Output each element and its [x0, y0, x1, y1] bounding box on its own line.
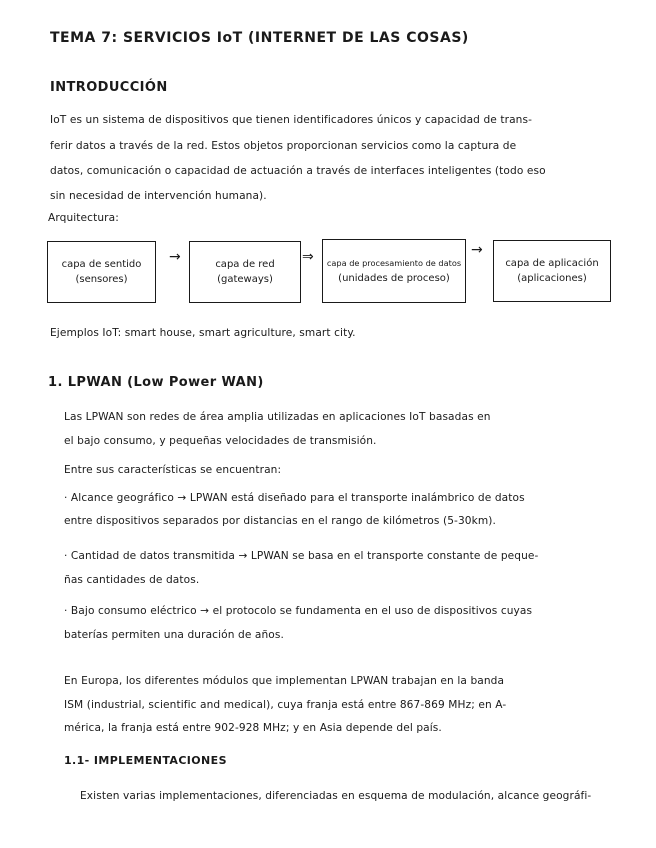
box-line-2: (gateways)	[217, 274, 273, 285]
intro-line-4: sin necesidad de intervención humana).	[50, 190, 267, 202]
box-line-2: (aplicaciones)	[517, 273, 587, 284]
box-line-1: capa de red	[215, 259, 275, 270]
examples-line: Ejemplos IoT: smart house, smart agriculture, smart city.	[50, 327, 356, 339]
box-line-1: capa de aplicación	[505, 258, 599, 269]
architecture-box-network	[189, 241, 301, 303]
arrow-icon: →	[169, 249, 181, 265]
lpwan-intro-line-2: el bajo consumo, y pequeñas velocidades de transmisión.	[64, 435, 377, 447]
double-arrow-icon: ⇒	[302, 249, 314, 265]
bullet-1-line-1: · Alcance geográfico → LPWAN está diseñado para el transporte inalámbrico de datos	[64, 492, 525, 504]
architecture-label: Arquitectura:	[48, 212, 119, 224]
bullet-3-line-2: baterías permiten una duración de años.	[64, 629, 284, 641]
box-line-2: (sensores)	[75, 274, 128, 285]
characteristics-intro: Entre sus características se encuentran:	[64, 464, 282, 476]
bullet-1-line-2: entre dispositivos separados por distancias en el rango de kilómetros (5-30km).	[64, 515, 496, 527]
implementations-line: Existen varias implementaciones, diferenciadas en esquema de modulación, alcance geográfi-	[80, 790, 592, 802]
bullet-2-line-1: · Cantidad de datos transmitida → LPWAN se basa en el transporte constante de peque-	[64, 550, 539, 562]
architecture-box-application	[493, 240, 611, 302]
box-line-1: capa de sentido	[61, 259, 142, 270]
europe-line-3: mérica, la franja está entre 902-928 MHz; y en Asia depende del país.	[64, 722, 442, 734]
europe-line-1: En Europa, los diferentes módulos que implementan LPWAN trabajan en la banda	[64, 675, 505, 687]
section-1-1-heading: 1.1- IMPLEMENTACIONES	[64, 754, 227, 767]
bullet-2-line-2: ñas cantidades de datos.	[64, 574, 200, 586]
intro-line-3: datos, comunicación o capacidad de actuación a través de interfaces inteligentes (todo eso	[50, 165, 546, 177]
lpwan-intro-line-1: Las LPWAN son redes de área amplia utilizadas en aplicaciones IoT basadas en	[64, 411, 491, 423]
section-1-heading: 1. LPWAN (Low Power WAN)	[48, 375, 264, 390]
architecture-box-processing	[322, 239, 466, 303]
page-title: TEMA 7: SERVICIOS IoT (INTERNET DE LAS COSAS)	[50, 30, 469, 46]
architecture-box-sensing	[47, 241, 156, 303]
intro-heading: INTRODUCCIÓN	[50, 80, 168, 95]
box-line-2: (unidades de proceso)	[338, 273, 450, 284]
bullet-3-line-1: · Bajo consumo eléctrico → el protocolo se fundamenta en el uso de dispositivos cuyas	[64, 605, 533, 617]
arrow-icon: →	[471, 242, 483, 258]
europe-line-2: ISM (industrial, scientific and medical), cuya franja está entre 867-869 MHz; en A-	[64, 699, 507, 711]
intro-line-1: IoT es un sistema de dispositivos que tienen identificadores únicos y capacidad de trans-	[50, 114, 533, 126]
box-line-1: capa de procesamiento de datos	[326, 258, 462, 268]
intro-line-2: ferir datos a través de la red. Estos objetos proporcionan servicios como la captura de	[50, 140, 517, 152]
